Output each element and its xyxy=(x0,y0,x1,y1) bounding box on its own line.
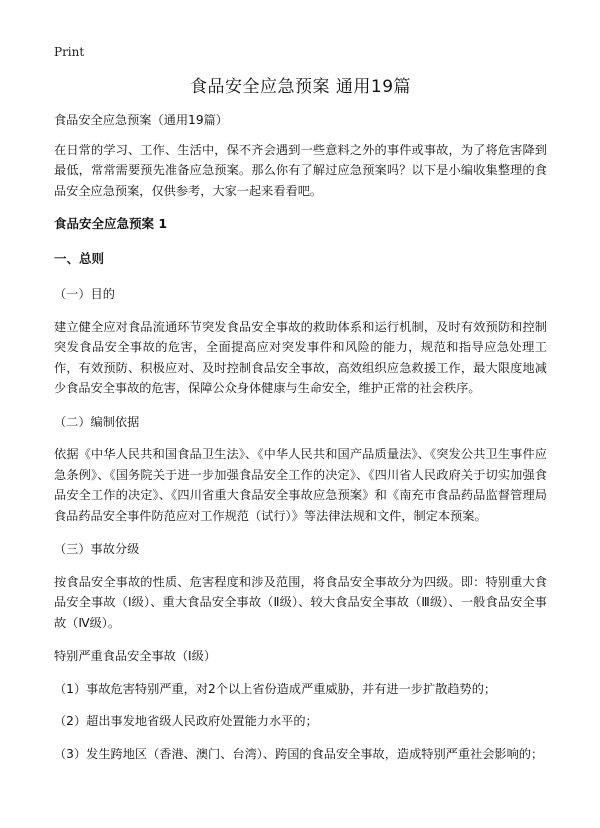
list-item: （1）事故危害特别严重，对2个以上省份造成严重威胁，并有进一步扩散趋势的； xyxy=(54,681,497,696)
list-item: （2）超出事发地省级人民政府处置能力水平的； xyxy=(54,714,318,728)
intro-paragraph: 在日常的学习、工作、生活中，保不齐会遇到一些意料之外的事件或事故，为了将危害降到最低，常常需要预先准备应急预案。那么你有了解过应急预案吗？以下是小编收集整理的食品安全应急预案，仅供参考，大家一起来看看吧。 xyxy=(54,142,547,198)
subsection-basis-title: （二）编制依据 xyxy=(54,414,140,429)
subsection-levels-title: （三）事故分级 xyxy=(54,542,140,556)
document-title: 食品安全应急预案 通用19篇 xyxy=(189,77,412,97)
level1-title: 特别严重食品安全事故（Ⅰ级） xyxy=(54,649,217,663)
list-item: （3）发生跨地区（香港、澳门、台湾）、跨国的食品安全事故，造成特别严重社会影响的； xyxy=(54,746,544,761)
part1-heading: 一、总则 xyxy=(54,251,105,266)
subsection-purpose-text: 建立健全应对食品流通环节突发食品安全事故的救助体系和运行机制，及时有效预防和控制突发食品安全事故的危害，全面提高应对突发事件和风险的能力，规范和指导应急处理工作，有效预防、积极应对、及时控制食品安全事故，高效组织应急救援工作，最大限度地减少食品安全事故的危害，保障公众身体健康与生命安全，维护正常的社会秩序。 xyxy=(54,319,547,395)
section-title: 食品安全应急预案 1 xyxy=(54,216,168,231)
subsection-basis-text: 依据《中华人民共和国食品卫生法》、《中华人民共和国产品质量法》、《突发公共卫生事件应急条例》、《国务院关于进一步加强食品安全工作的决定》、《四川省人民政府关于切实加强食品安全工作的决定》、《四川省重大食品安全事故应急预案》和《南充市食品药品监督管理局食品药品安全事件防范应对工作规范（试行）》等法律法规和文件，制定本预案。 xyxy=(54,447,547,523)
subsection-purpose-title: （一）目的 xyxy=(54,287,115,301)
subsection-levels-text: 按食品安全事故的性质、危害程度和涉及范围，将食品安全事故分为四级。即：特别重大食品安全事故（Ⅰ级）、重大食品安全事故（Ⅱ级）、较大食品安全事故（Ⅲ级）、一般食品安全事故（Ⅳ级）。 xyxy=(54,574,547,630)
print-label: Print xyxy=(54,45,85,59)
document-subtitle: 食品安全应急预案（通用19篇） xyxy=(54,113,228,127)
